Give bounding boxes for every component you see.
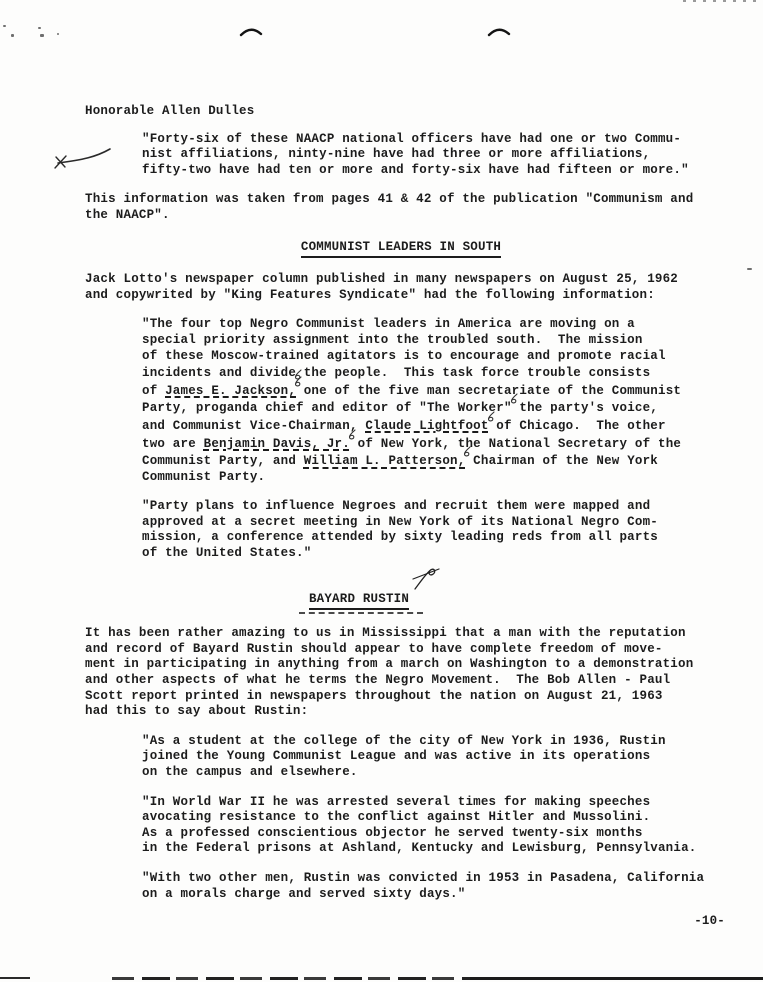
text-segment: fifty-two have had ten or more and forty-six have had fifteen or more.": [142, 162, 689, 177]
text-segment: on a morals charge and served sixty days.": [142, 886, 466, 901]
text-line: [85, 288, 717, 304]
text-segment: one of the five man secretariate of the Communist: [296, 383, 682, 398]
text-line: [142, 530, 717, 546]
text-line: [85, 657, 717, 673]
text-line: [142, 841, 717, 857]
text-segment: the party's voice,: [511, 401, 658, 416]
quote-paragraph: [85, 795, 717, 857]
scan-bottom-line: [0, 977, 30, 979]
text-segment: As a professed conscientious objector he served twenty-six months: [142, 825, 643, 840]
text-segment: of: [142, 383, 166, 398]
text-segment: joined the Young Communist League and was active in its operations: [142, 749, 651, 764]
quote-paragraph: [85, 132, 717, 179]
scan-speckle: [11, 34, 14, 37]
scan-speckle: [38, 27, 41, 29]
text-segment: "As a student at the college of the city of New York in 1936, Rustin: [142, 733, 666, 748]
text-line: [142, 349, 717, 365]
section-heading: [85, 240, 717, 259]
text-segment: Jack Lotto's newspaper column published in many newspapers on August 25, 1962: [85, 272, 678, 287]
text-segment: of the United States.": [142, 546, 312, 561]
text-line: [142, 499, 717, 515]
text-segment: of these Moscow-trained agitators is to encourage and promote racial: [142, 348, 666, 363]
text-segment: had this to say about Rustin:: [85, 704, 309, 719]
text-segment: special priority assignment into the troubled south. The mission: [142, 332, 643, 347]
underlined-name: James E. Jackson,: [165, 383, 297, 398]
quote-paragraph: [85, 871, 717, 902]
text-segment: two are: [142, 436, 204, 451]
underlined-name: Claude Lightfoot: [365, 418, 489, 433]
text-segment: the people. This task force trouble consists: [296, 366, 651, 381]
text-line: [142, 810, 717, 826]
quote-paragraph: [85, 499, 717, 561]
scan-arc-icon: [239, 25, 263, 37]
text-line: [142, 317, 717, 333]
salutation: Honorable Allen Dulles: [85, 104, 255, 118]
body-paragraph: [85, 192, 717, 223]
text-segment: "Party plans to influence Negroes and recruit them were mapped and: [142, 499, 651, 514]
text-segment: incidents and divide: [142, 366, 297, 381]
text-segment: "With two other men, Rustin was convicted in 1953 in Pasadena, California: [142, 870, 705, 885]
text-line: [142, 132, 717, 148]
text-line: [142, 333, 717, 349]
text-line: [142, 147, 717, 163]
body-paragraph: [85, 272, 717, 303]
quote-paragraph: [85, 734, 717, 781]
text-segment: Chairman of the New York: [465, 454, 658, 469]
text-segment: Scott report printed in newspapers throughout the nation on August 21, 1963: [85, 688, 663, 703]
document-body: [85, 132, 717, 903]
text-segment: Party, proganda chief and editor of "The Worker": [142, 401, 512, 416]
text-line: [142, 749, 717, 765]
text-segment: on the campus and elsewhere.: [142, 765, 358, 779]
text-line: [85, 626, 717, 642]
text-line: [142, 734, 717, 750]
quote-paragraph: [85, 317, 717, 485]
text-line: [85, 673, 717, 689]
text-line: [85, 192, 717, 208]
text-segment: and Communist Vice-Chairman,: [142, 418, 366, 433]
text-segment: approved at a secret meeting in New York of its National Negro Com-: [142, 514, 658, 529]
text-segment: Communist Party, and: [142, 454, 304, 469]
scan-speckle: [3, 25, 6, 27]
text-line: [85, 704, 717, 720]
text-line: [142, 795, 717, 811]
text-line: [142, 399, 717, 417]
text-line: [85, 642, 717, 658]
text-line: [142, 163, 717, 179]
body-paragraph: [85, 626, 717, 720]
scan-speckle: [57, 33, 59, 35]
scan-speckle: [683, 0, 763, 2]
text-segment: It has been rather amazing to us in Mississippi that a man with the reputation: [85, 626, 686, 641]
text-segment: the NAACP".: [85, 207, 170, 222]
text-segment: and other aspects of what he terms the Negro Movement. The Bob Allen - Paul: [85, 673, 671, 688]
section-heading-text: BAYARD RUSTIN: [309, 592, 409, 611]
text-line: [85, 208, 717, 224]
text-segment: and record of Bayard Rustin should appear to have complete freedom of move-: [85, 641, 663, 656]
text-line: [142, 417, 717, 435]
underlined-name: Benjamin Davis, Jr.: [203, 436, 350, 451]
text-segment: and copywrited by "King Features Syndicate" had the following information:: [85, 287, 655, 302]
section-heading-text: COMMUNIST LEADERS IN SOUTH: [301, 240, 501, 259]
text-line: [142, 382, 717, 400]
text-line: [142, 826, 717, 842]
text-segment: of New York, the National Secretary of the: [349, 436, 682, 451]
text-segment: in the Federal prisons at Ashland, Kentucky and Lewisburg, Pennsylvania.: [142, 841, 697, 856]
text-line: [142, 364, 717, 382]
text-line: [142, 887, 717, 903]
text-line: [142, 470, 717, 486]
text-segment: mission, a conference attended by sixty leading reds from all parts: [142, 530, 658, 545]
text-segment: "Forty-six of these NAACP national officers have had one or two Commu-: [142, 131, 682, 146]
text-segment: of Chicago. The other: [488, 418, 666, 433]
text-segment: Communist Party.: [142, 469, 266, 484]
text-line: [142, 452, 717, 470]
text-line: [142, 765, 717, 781]
text-segment: "The four top Negro Communist leaders in America are moving on a: [142, 317, 635, 332]
text-segment: "In World War II he was arrested several times for making speeches: [142, 794, 651, 809]
scan-arc-icon: [487, 25, 511, 37]
section-heading: [43, 576, 675, 611]
text-segment: avocating resistance to the conflict against Hitler and Mussolini.: [142, 810, 651, 825]
text-segment: ment in participating in anything from a march on Washington to a demonstration: [85, 657, 694, 672]
scan-bottom-line: [470, 977, 763, 980]
text-line: [142, 435, 717, 453]
page-number: -10-: [694, 914, 725, 929]
text-line: [85, 689, 717, 705]
document-content: [85, 104, 725, 930]
text-line: [85, 272, 717, 288]
underlined-name: William L. Patterson,: [303, 454, 466, 469]
scan-speckle: [40, 34, 44, 37]
text-line: [142, 871, 717, 887]
text-segment: This information was taken from pages 41 & 42 of the publication "Communism and: [85, 192, 694, 207]
text-line: [142, 546, 717, 562]
text-line: [142, 515, 717, 531]
text-segment: nist affiliations, ninty-nine have had three or more affiliations,: [142, 147, 651, 162]
scan-speckle: [747, 268, 752, 270]
